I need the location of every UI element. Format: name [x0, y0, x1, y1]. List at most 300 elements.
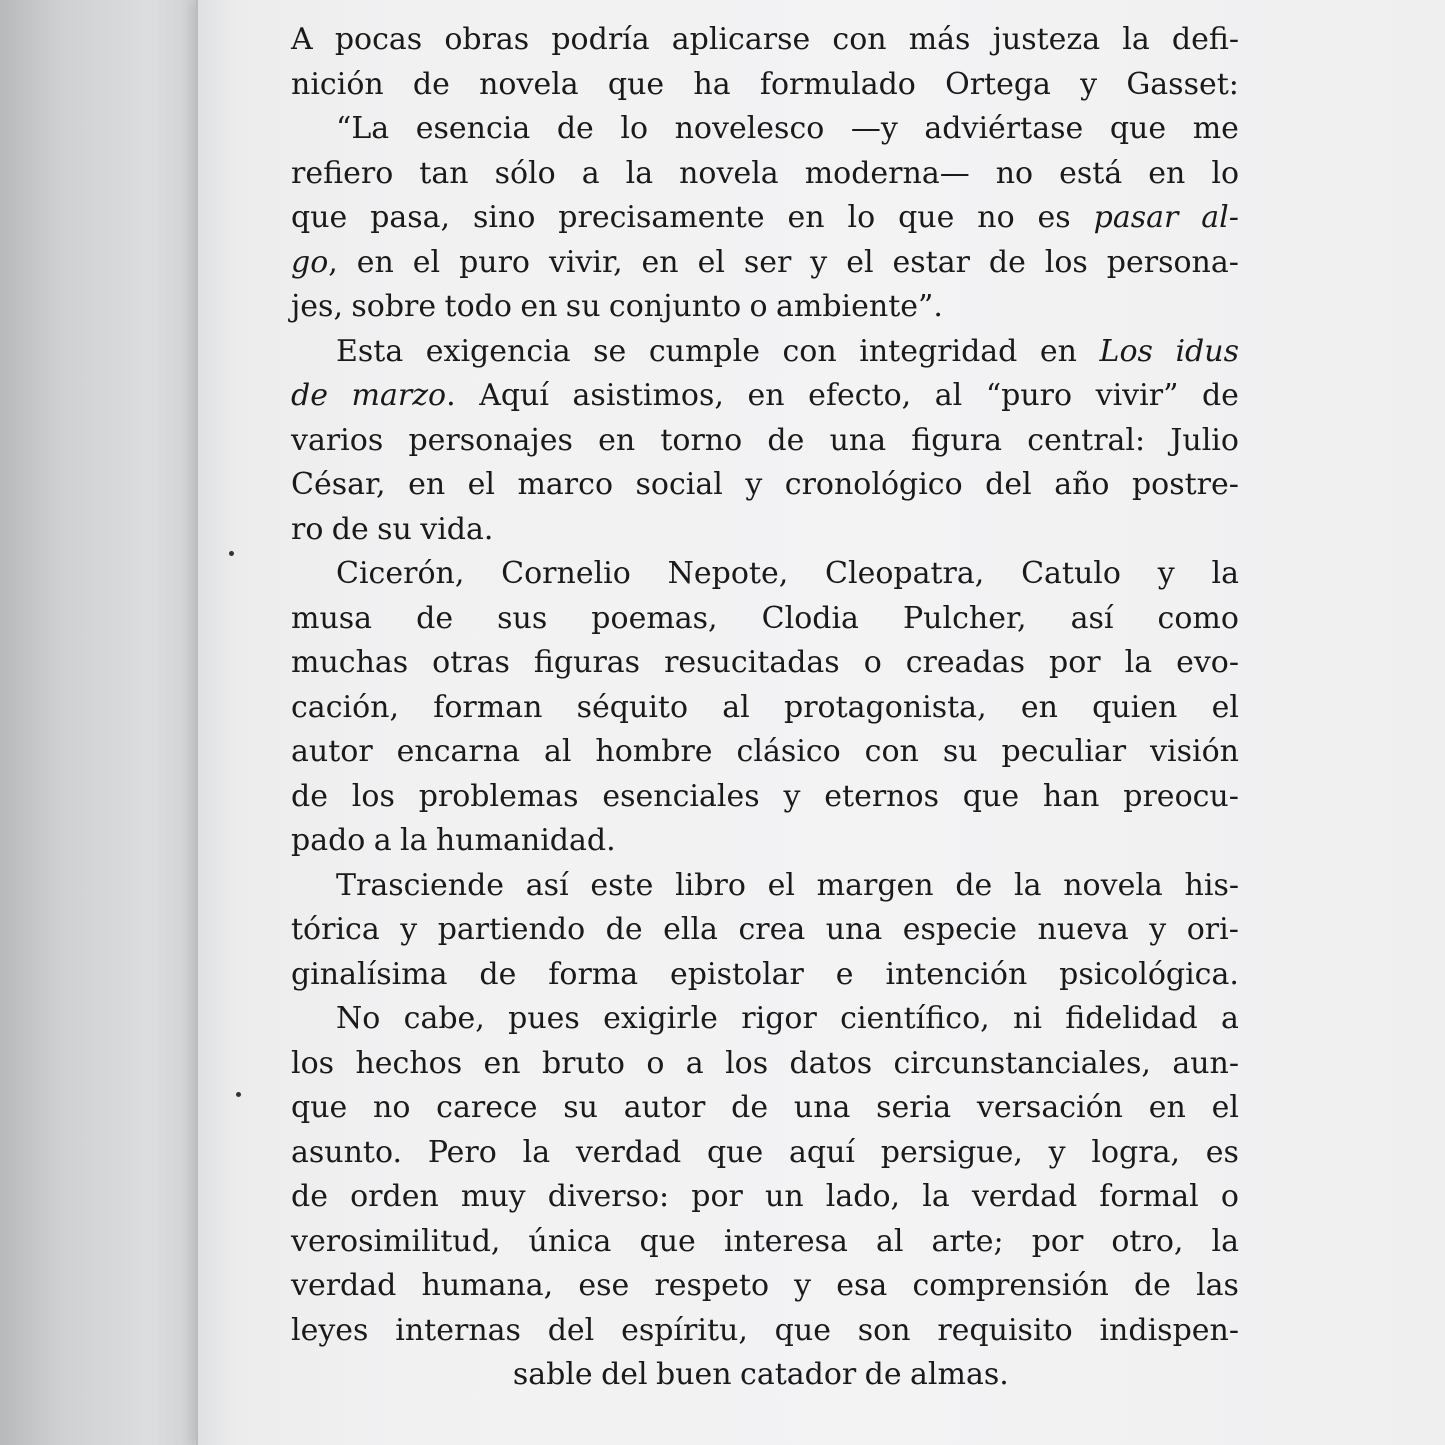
word: los: [1044, 244, 1088, 280]
word: de: [731, 1090, 769, 1125]
word: al: [875, 1223, 904, 1259]
ink-speck: [236, 1092, 241, 1097]
word: Pulcher,: [902, 600, 1027, 636]
word: efecto,: [808, 378, 912, 413]
text-line: [291, 18, 1239, 63]
word: y: [400, 912, 418, 947]
text-line: [291, 330, 1239, 375]
word: de: [864, 1357, 902, 1392]
word: pocas: [334, 22, 423, 57]
word: marzo.: [351, 378, 456, 413]
word: otras: [432, 645, 510, 680]
text-line: [291, 107, 1239, 152]
word: su: [942, 734, 978, 769]
word: el: [1211, 689, 1239, 725]
word: los: [291, 1045, 335, 1081]
word: clásico: [736, 734, 841, 769]
word: figura: [911, 422, 1003, 458]
word: que: [962, 778, 1020, 814]
word: el: [1211, 1090, 1239, 1125]
word: protagonista,: [784, 689, 987, 725]
word: o: [1220, 1179, 1239, 1214]
word: nueva: [1037, 912, 1129, 947]
word: sobre: [351, 289, 437, 324]
word: que: [607, 66, 665, 102]
word: formulado: [759, 66, 916, 102]
word: humanidad.: [435, 823, 616, 858]
word: que: [291, 200, 348, 235]
word: buen: [656, 1357, 732, 1392]
word: en: [641, 244, 679, 280]
word: pado: [291, 823, 366, 858]
word: está: [1059, 155, 1123, 191]
word: los: [351, 778, 395, 814]
word: defi-: [1171, 22, 1239, 57]
word: cación,: [291, 689, 400, 725]
word: y: [1048, 1134, 1066, 1170]
text-line: [291, 1131, 1239, 1176]
word: epistolar: [670, 956, 804, 992]
word: no: [373, 1090, 411, 1125]
word: en: [483, 1045, 521, 1081]
word: varios: [291, 422, 384, 458]
word: como: [1157, 600, 1239, 636]
word: la: [522, 1134, 551, 1170]
word: —y: [850, 111, 898, 146]
word: en: [598, 422, 636, 458]
word: con: [864, 734, 919, 769]
word: el: [846, 244, 874, 280]
word: indispen-: [1099, 1312, 1239, 1348]
word: vivir,: [548, 244, 623, 280]
word: pasar: [1093, 200, 1179, 235]
word: de: [291, 1179, 328, 1214]
word: estar: [892, 244, 970, 280]
word: cronológico: [784, 467, 963, 502]
word: resucitadas: [664, 645, 840, 680]
word: almas.: [910, 1357, 1009, 1392]
word: hombre: [595, 734, 713, 769]
text-line: [291, 1042, 1239, 1087]
word: eternos: [824, 778, 939, 814]
word: tan: [419, 155, 469, 191]
word: séquito: [576, 689, 689, 725]
word: de: [988, 244, 1026, 280]
page-edge: [196, 0, 198, 1445]
word: Nepote,: [667, 556, 789, 591]
word: novela: [479, 66, 579, 102]
word: a: [373, 823, 392, 858]
word: comprensión: [912, 1268, 1109, 1303]
word: bruto: [541, 1045, 625, 1081]
word: especie: [902, 912, 1018, 947]
word: Cleopatra,: [825, 556, 985, 591]
word: exigencia: [425, 333, 571, 369]
body-text: [291, 18, 1239, 1398]
text-line: [291, 285, 1239, 330]
word: de: [412, 66, 450, 102]
word: sus: [497, 600, 548, 636]
word: obras: [444, 22, 530, 57]
word: lado,: [825, 1179, 901, 1214]
text-line: [291, 463, 1239, 508]
word: preocu-: [1123, 778, 1239, 814]
word: de: [605, 912, 643, 947]
word: o: [749, 289, 768, 324]
word: visión: [1150, 734, 1239, 769]
word: de: [767, 422, 805, 458]
word: sable: [512, 1357, 593, 1392]
word: persona-: [1106, 244, 1239, 280]
word: en: [1148, 155, 1186, 191]
word: del: [547, 1312, 595, 1348]
word: su: [563, 1090, 598, 1125]
word: la: [1122, 22, 1150, 57]
word: evo-: [1176, 645, 1239, 680]
word: verdad: [575, 1134, 682, 1170]
word: A: [291, 22, 313, 57]
word: ser: [743, 244, 792, 280]
word: que: [291, 1090, 348, 1125]
word: no: [977, 200, 1015, 235]
word: Gasset:: [1126, 66, 1239, 102]
word: que: [774, 1312, 831, 1348]
word: el: [697, 244, 725, 280]
word: adviértase: [924, 111, 1084, 146]
text-line: [291, 1086, 1239, 1131]
word: ella: [663, 912, 718, 947]
word: Los: [1099, 333, 1153, 369]
ink-speck: [229, 551, 234, 556]
word: forman: [433, 689, 543, 725]
word: asistimos,: [572, 378, 724, 413]
word: go,: [291, 244, 338, 280]
word: interesa: [723, 1223, 848, 1259]
text-line: [291, 953, 1239, 998]
word: Julio: [1170, 422, 1239, 458]
word: vida.: [420, 511, 494, 547]
word: novelesco: [674, 111, 825, 146]
word: año: [1054, 467, 1110, 502]
text-line: [291, 419, 1239, 464]
word: y: [1157, 556, 1175, 591]
word: versación: [976, 1090, 1123, 1125]
word: más: [908, 22, 971, 57]
word: del: [985, 467, 1032, 502]
word: de: [556, 111, 594, 146]
word: jes,: [291, 289, 343, 324]
word: ni: [1013, 1001, 1042, 1036]
word: catador: [740, 1357, 857, 1392]
word: “La: [336, 111, 390, 146]
word: aquí: [789, 1134, 856, 1170]
word: aun-: [1172, 1045, 1239, 1081]
word: no: [995, 155, 1034, 191]
word: Aquí: [479, 378, 549, 413]
word: verosimilitud,: [291, 1223, 501, 1259]
word: de: [416, 600, 454, 636]
word: verdad: [291, 1268, 397, 1303]
word: forma: [548, 956, 639, 992]
word: esencia: [415, 111, 531, 146]
word: Cicerón,: [336, 556, 465, 591]
text-line: [291, 241, 1239, 286]
word: una: [793, 1090, 851, 1125]
word: fidelidad: [1065, 1001, 1198, 1036]
word: es: [1037, 200, 1071, 235]
word: margen: [816, 867, 934, 903]
word: lo: [847, 200, 876, 235]
word: muy: [460, 1179, 526, 1214]
word: libro: [675, 867, 746, 903]
word: peculiar: [1001, 734, 1127, 769]
word: las: [1196, 1268, 1239, 1303]
word: en: [520, 289, 558, 324]
word: así: [525, 867, 569, 903]
word: cumple: [648, 333, 760, 369]
word: de: [331, 511, 369, 547]
word: Catulo: [1021, 556, 1121, 591]
text-line: [291, 730, 1239, 775]
text-line: [291, 1353, 1239, 1398]
word: de: [955, 867, 993, 903]
text-line: [291, 864, 1239, 909]
word: única: [528, 1223, 612, 1259]
word: y: [1080, 66, 1098, 102]
word: his-: [1184, 867, 1239, 903]
text-line: [291, 641, 1239, 686]
word: ori-: [1186, 912, 1239, 947]
word: y: [794, 1268, 812, 1303]
text-line: [291, 508, 1239, 553]
text-line: [291, 819, 1239, 864]
word: Clodia: [761, 600, 859, 636]
word: todo: [444, 289, 512, 324]
word: a: [685, 1045, 704, 1081]
word: la: [400, 823, 428, 858]
text-line: [291, 196, 1239, 241]
text-line: [291, 1264, 1239, 1309]
text-line: [291, 1175, 1239, 1220]
word: o: [863, 645, 882, 680]
word: y: [1149, 912, 1167, 947]
word: la: [1211, 1223, 1239, 1259]
word: encarna: [396, 734, 520, 769]
word: integridad: [859, 333, 1018, 369]
word: por: [691, 1179, 743, 1214]
word: que: [706, 1134, 764, 1170]
word: de: [291, 378, 328, 413]
word: central:: [1027, 422, 1146, 458]
word: espíritu,: [621, 1312, 748, 1348]
word: novela: [1063, 867, 1163, 903]
word: circunstanciales,: [893, 1045, 1151, 1081]
word: este: [590, 867, 654, 903]
word: Trasciende: [336, 867, 505, 903]
word: en: [1039, 333, 1077, 369]
word: esenciales: [602, 778, 760, 814]
word: por: [1031, 1223, 1084, 1259]
word: torno: [660, 422, 743, 458]
word: moderna—: [804, 155, 970, 191]
word: poemas,: [591, 600, 718, 636]
word: conjunto: [608, 289, 742, 324]
word: exigirle: [603, 1001, 718, 1036]
text-line: [291, 908, 1239, 953]
word: científico,: [840, 1001, 990, 1036]
word: psicológica.: [1059, 956, 1239, 992]
text-line: [291, 686, 1239, 731]
word: personajes: [408, 422, 573, 458]
text-line: [291, 1309, 1239, 1354]
word: ro: [291, 511, 324, 547]
word: del: [601, 1357, 648, 1392]
word: a: [581, 155, 600, 191]
word: son: [857, 1312, 911, 1348]
word: y: [810, 244, 828, 280]
word: un: [765, 1179, 804, 1214]
word: el: [412, 244, 441, 280]
word: su: [377, 511, 412, 547]
word: vivir”: [1095, 378, 1179, 413]
word: Pero: [427, 1134, 497, 1170]
word: la: [1124, 645, 1153, 680]
word: sino: [473, 200, 536, 235]
word: que: [639, 1223, 696, 1259]
word: por: [1049, 645, 1101, 680]
text-line: [291, 775, 1239, 820]
word: rigor: [741, 1001, 817, 1036]
word: con: [782, 333, 837, 369]
word: logra,: [1091, 1134, 1180, 1170]
word: una: [825, 912, 883, 947]
word: han: [1042, 778, 1100, 814]
word: creadas: [905, 645, 1026, 680]
word: de: [1133, 1268, 1171, 1303]
word: esa: [836, 1268, 888, 1303]
word: requisito: [937, 1312, 1073, 1348]
word: arte;: [931, 1223, 1004, 1259]
word: musa: [291, 600, 373, 636]
word: novela: [679, 155, 779, 191]
word: ambiente”.: [776, 289, 943, 324]
word: que: [1109, 111, 1167, 146]
word: tórica: [291, 912, 380, 947]
word: al: [934, 378, 963, 413]
word: César,: [291, 467, 386, 502]
word: en: [747, 378, 785, 413]
word: de: [479, 956, 517, 992]
word: cabe,: [403, 1001, 485, 1036]
word: partiendo: [437, 912, 586, 947]
text-line: [291, 63, 1239, 108]
word: en: [787, 200, 825, 235]
word: ese: [578, 1268, 630, 1303]
word: pues: [508, 1001, 580, 1036]
word: seria: [876, 1090, 952, 1125]
word: orden: [350, 1179, 439, 1214]
word: al: [722, 689, 750, 725]
word: de: [291, 778, 328, 814]
word: que: [898, 200, 955, 235]
word: formal: [1099, 1179, 1199, 1214]
word: en: [1020, 689, 1058, 725]
word: de: [1201, 378, 1239, 413]
word: refiero: [291, 155, 394, 191]
word: humana,: [421, 1268, 554, 1303]
word: marco: [517, 467, 614, 502]
word: idus: [1175, 333, 1239, 369]
word: intención: [885, 956, 1028, 992]
word: con: [832, 22, 887, 57]
word: “puro: [985, 378, 1073, 413]
word: autor: [291, 734, 373, 769]
word: al-: [1201, 200, 1239, 235]
word: la: [625, 155, 654, 191]
word: la: [1014, 867, 1042, 903]
word: nición: [291, 66, 384, 102]
word: la: [1211, 556, 1239, 591]
word: la: [922, 1179, 950, 1214]
text-line: [291, 1220, 1239, 1265]
word: lo: [620, 111, 649, 146]
word: persigue,: [880, 1134, 1023, 1170]
word: ginalísima: [291, 956, 448, 992]
word: y: [745, 467, 763, 502]
word: muchas: [291, 645, 409, 680]
word: ha: [693, 66, 731, 102]
word: podría: [551, 22, 650, 57]
word: aplicarse: [671, 22, 811, 57]
word: autor: [623, 1090, 706, 1125]
word: y: [783, 778, 801, 814]
word: internas: [395, 1312, 521, 1348]
word: los: [725, 1045, 769, 1081]
word: social: [635, 467, 723, 502]
word: el: [767, 867, 795, 903]
word: se: [593, 333, 627, 369]
word: me: [1192, 111, 1239, 146]
word: precisamente: [558, 200, 765, 235]
word: así: [1070, 600, 1114, 636]
word: Cornelio: [501, 556, 631, 591]
text-line: [291, 552, 1239, 597]
word: otro,: [1111, 1223, 1184, 1259]
word: pasa,: [370, 200, 451, 235]
word: es: [1205, 1134, 1239, 1170]
word: su: [565, 289, 601, 324]
text-line: [291, 997, 1239, 1042]
word: leyes: [291, 1312, 369, 1348]
word: Esta: [336, 333, 404, 369]
word: e: [835, 956, 854, 992]
word: el: [467, 467, 495, 502]
word: una: [829, 422, 887, 458]
word: en: [356, 244, 394, 280]
text-line: [291, 597, 1239, 642]
word: justeza: [992, 22, 1101, 57]
text-line: [291, 152, 1239, 197]
word: sólo: [494, 155, 556, 191]
word: figuras: [533, 645, 641, 680]
word: en: [1148, 1090, 1186, 1125]
word: al: [543, 734, 572, 769]
word: lo: [1211, 155, 1239, 191]
word: a: [1221, 1001, 1239, 1036]
word: No: [336, 1001, 381, 1036]
word: hechos: [355, 1045, 463, 1081]
text-line: [291, 374, 1239, 419]
